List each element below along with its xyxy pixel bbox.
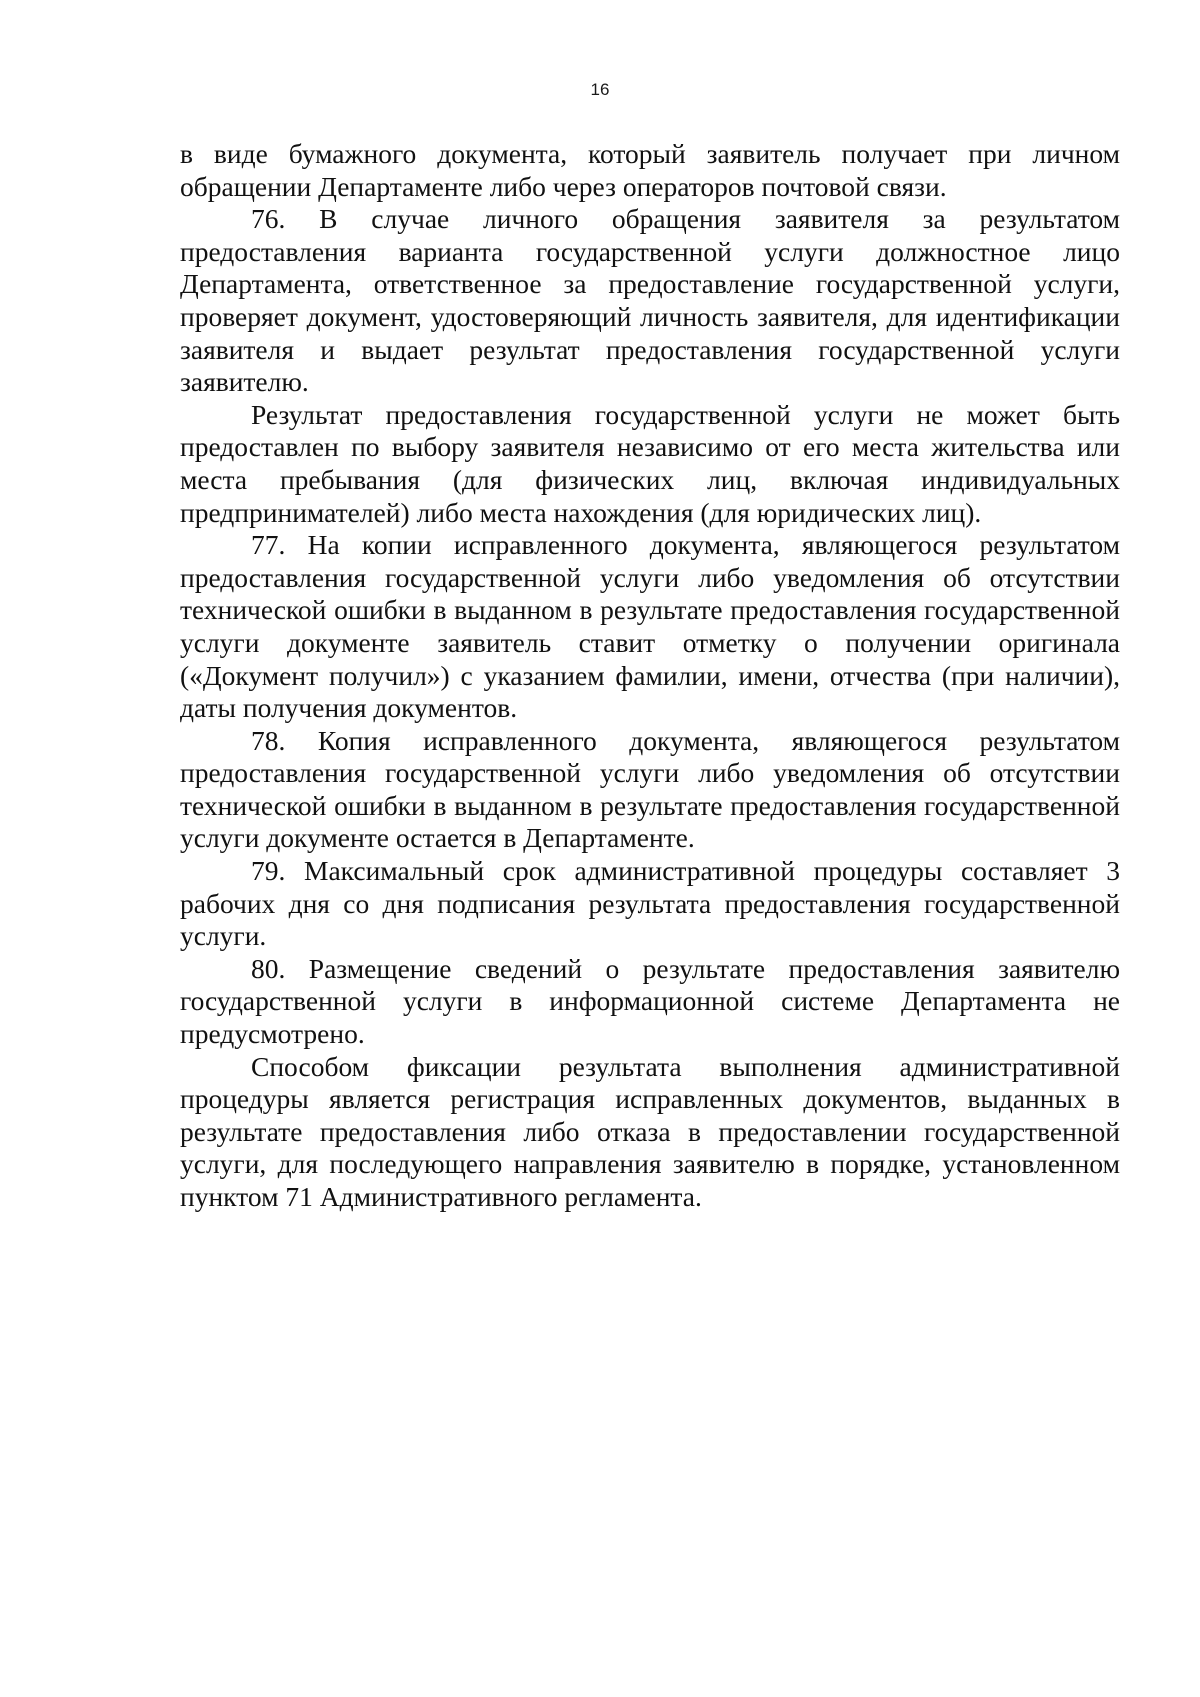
paragraph-80: 80. Размещение сведений о результате предоставления заявителю государственной услуги в информационной системе Департамента не предусмотрено. (180, 952, 1120, 1050)
page-number: 16 (590, 80, 610, 99)
document-body (180, 138, 1120, 1214)
paragraph-80-fixation: Способом фиксации результата выполнения административной процедуры является регистрация исправленных документов, выданных в результате предоставления либо отказа в предоставлении государственной услуги, для последующего направления заявителю в порядке, установленном пунктом 71 Административного регламента. (180, 1050, 1120, 1212)
paragraph-continuation: в виде бумажного документа, который заявитель получает при личном обращении Департаменте либо через операторов почтовой связи. (180, 138, 1120, 202)
paragraph-76: 76. В случае личного обращения заявителя за результатом предоставления варианта государственной услуги должностное лицо Департамента, ответственное за предоставление государственной услуги, проверяет документ, удостоверяющий личность заявителя, для идентификации заявителя и выдает результат предоставления государственной услуги заявителю. (180, 203, 1120, 398)
paragraph-77: 77. На копии исправленного документа, являющегося результатом предоставления государственной услуги либо уведомления об отсутствии технической ошибки в выданном в результате предоставления государственной услуги документе заявитель ставит отметку о получении оригинала («Документ получил») с указанием фамилии, имени, отчества (при наличии), даты получения документов. (180, 529, 1120, 724)
paragraph-79: 79. Максимальный срок административной процедуры составляет 3 рабочих дня со дня подписания результата предоставления государственной услуги. (180, 855, 1120, 952)
paragraph-78: 78. Копия исправленного документа, являющегося результатом предоставления государственной услуги либо уведомления об отсутствии технической ошибки в выданном в результате предоставления государственной услуги документе остается в Департаменте. (180, 724, 1120, 854)
paragraph-76-result: Результат предоставления государственной услуги не может быть предоставлен по выбору заявителя независимо от его места жительства или места пребывания (для физических лиц, включая индивидуальных предпринимателей) либо места нахождения (для юридических лиц). (180, 398, 1120, 528)
